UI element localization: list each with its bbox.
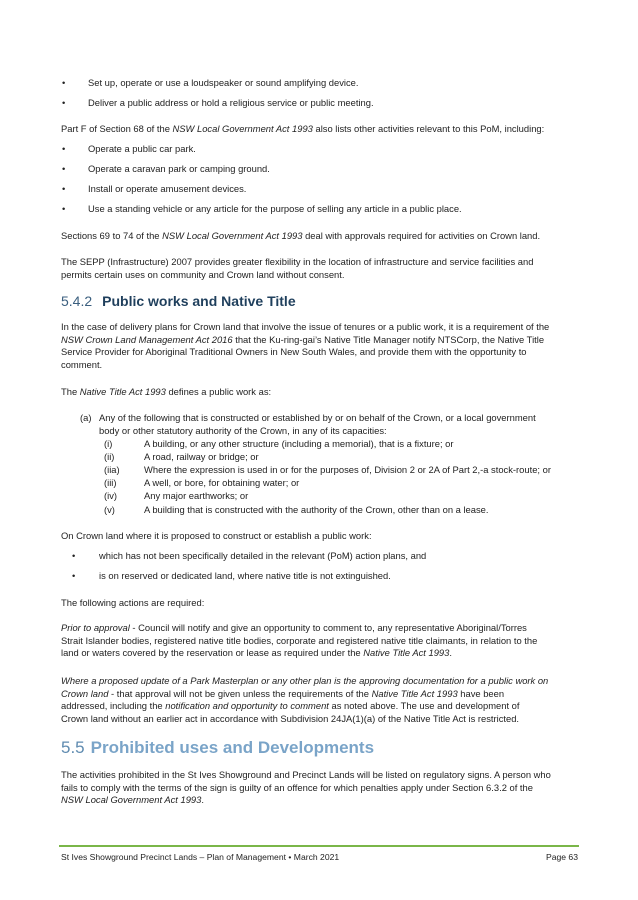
section-heading: 5.4.2 Public works and Native Title	[61, 293, 296, 309]
bullet-icon: •	[72, 570, 76, 581]
masterplan-paragraph: Where a proposed update of a Park Masterplan or any other plan is the approving documentation for a public work on Crown land - that approval will not be given unless the requirements of the Native Title Act 1993 have been addressed, including the notification and opportunity to comment as noted above. The use and development of Crown land without an earlier act in accordance with Subdivision 24JA(1)(a) of the Native Title Act is restricted.	[61, 675, 549, 724]
bullet-icon: •	[62, 203, 66, 214]
bullet-icon: •	[62, 143, 66, 154]
prior-approval-paragraph: Prior to approval - Council will notify and give an opportunity to comment to, any representative Aboriginal/Torres Strait Islander bodies, registered native title bodies, corporate and registered native title claimants, in relation to the land or waters covered by the reservation or lease as required under the Native Title Act 1993.	[61, 622, 538, 659]
bullet-icon: •	[62, 97, 66, 108]
sections-69-paragraph: Sections 69 to 74 of the NSW Local Government Act 1993 deal with approvals required for activities on Crown land.	[61, 230, 541, 241]
bullet-icon: •	[62, 183, 66, 194]
footer-title: St Ives Showground Precinct Lands – Plan of Management • March 2021	[61, 852, 340, 862]
document-page: • Set up, operate or use a loudspeaker or sound amplifying device. • Deliver a public address or hold a religious service or public meeting. Part F of Section 68 of the NSW Local Government Act 1993 also lists other activities relevant to this PoM, including: • Operate a public car park. • Operate a caravan park or camping ground. • Install or operate amusement devices. • Use a standing vehicle or any article for the purpose of selling any article in a public place. Sections 69 to 74 of the NSW Local Government Act 1993 deal with approvals required for activities on Crown land. The SEPP (Infrastructure) 2007 provides greater flexibility in the location of infrastructure and service facilities and permits certain uses on community and Crown land without consent. 5.4.2 Public works and Native Title In the case of delivery plans for Crown land that involve the issue of tenures or a public work, it is a requirement of the NSW Crown Land Management Act 2016 that the Ku-ring-gai’s Native Title Manager notify NTSCorp, the Native Title Service Provider for Aboriginal Traditional Owners in New South Wales, and provide them with the opportunity to comment. The Native Title Act 1993 defines a public work as: (a) Any of the following that is constructed or established by or on behalf of the Crown, or a local government body or other statutory authority of the Crown, in any of its capacities: (i) A building, or any other structure (including a memorial), that is a fixture; or (ii) A road, railway or bridge; or (iia) Where the expression is used in or for the purposes of, Division 2 or 2A of Part 2,-a stock-route; or (iii) A well, or bore, for obtaining water; or (iv) Any major earthworks; or (v) A building that is constructed with the authority of the Crown, other than on a lease. On Crown land where it is proposed to construct or establish a public work: • which has not been specifically detailed in the relevant (PoM) action plans, and • is on reserved or dedicated land, where native title is not extinguished. The following actions are required: Prior to approval - Council will notify and give an opportunity to comment to, any representative Aboriginal/Torres Strait Islander bodies, registered native title bodies, corporate and registered native title claimants, in relation to the land or waters covered by the reservation or lease as required under the Native Title Act 1993. Where a proposed update of a Park Masterplan or any other plan is the approving documentation for a public work on Crown land - that approval will not be given unless the requirements of the Native Title Act 1993 have been addressed, including the notification and opportunity to comment as noted above. The use and development of Crown land without an earlier act in accordance with Subdivision 24JA(1)(a) of the Native Title Act is restricted. 5.5 Prohibited uses and Developments The activities prohibited in the St Ives Showground and Precinct Lands will be listed on regulatory signs. A person who fails to comply with the terms of the sign is guilty of an offence for which penalties apply under Section 6.3.2 of the NSW Local Government Act 1993. St Ives Showground Precinct Lands – Plan of Management • March 2021 Page 63	[61, 77, 578, 862]
bullet-icon: •	[62, 77, 66, 88]
footer-divider	[59, 845, 579, 847]
section-heading: 5.5 Prohibited uses and Developments	[61, 738, 375, 757]
delivery-plans-paragraph: In the case of delivery plans for Crown land that involve the issue of tenures or a public work, it is a requirement of the NSW Crown Land Management Act 2016 that the Ku-ring-gai’s Native Title Manager notify NTSCorp, the Native Title Service Provider for Aboriginal Traditional Owners in New South Wales, and provide them with the opportunity to comment.	[61, 321, 550, 370]
prohibited-paragraph: The activities prohibited in the St Ives Showground and Precinct Lands will be listed on regulatory signs. A person who fails to comply with the terms of the sign is guilty of an offence for which penalties apply under Section 6.3.2 of the NSW Local Government Act 1993.	[61, 769, 551, 806]
crown-land-intro: On Crown land where it is proposed to construct or establish a public work:	[61, 530, 372, 541]
bullet-icon: •	[72, 550, 76, 561]
page-number: Page 63	[545, 852, 578, 862]
native-title-defines: The Native Title Act 1993 defines a public work as:	[61, 386, 272, 397]
actions-required: The following actions are required:	[61, 597, 205, 608]
part-f-paragraph: Part F of Section 68 of the NSW Local Government Act 1993 also lists other activities relevant to this PoM, including:	[61, 123, 545, 134]
bullet-icon: •	[62, 163, 66, 174]
sepp-paragraph: The SEPP (Infrastructure) 2007 provides greater flexibility in the location of infrastructure and service facilities and permits certain uses on community and Crown land without consent.	[61, 256, 534, 280]
